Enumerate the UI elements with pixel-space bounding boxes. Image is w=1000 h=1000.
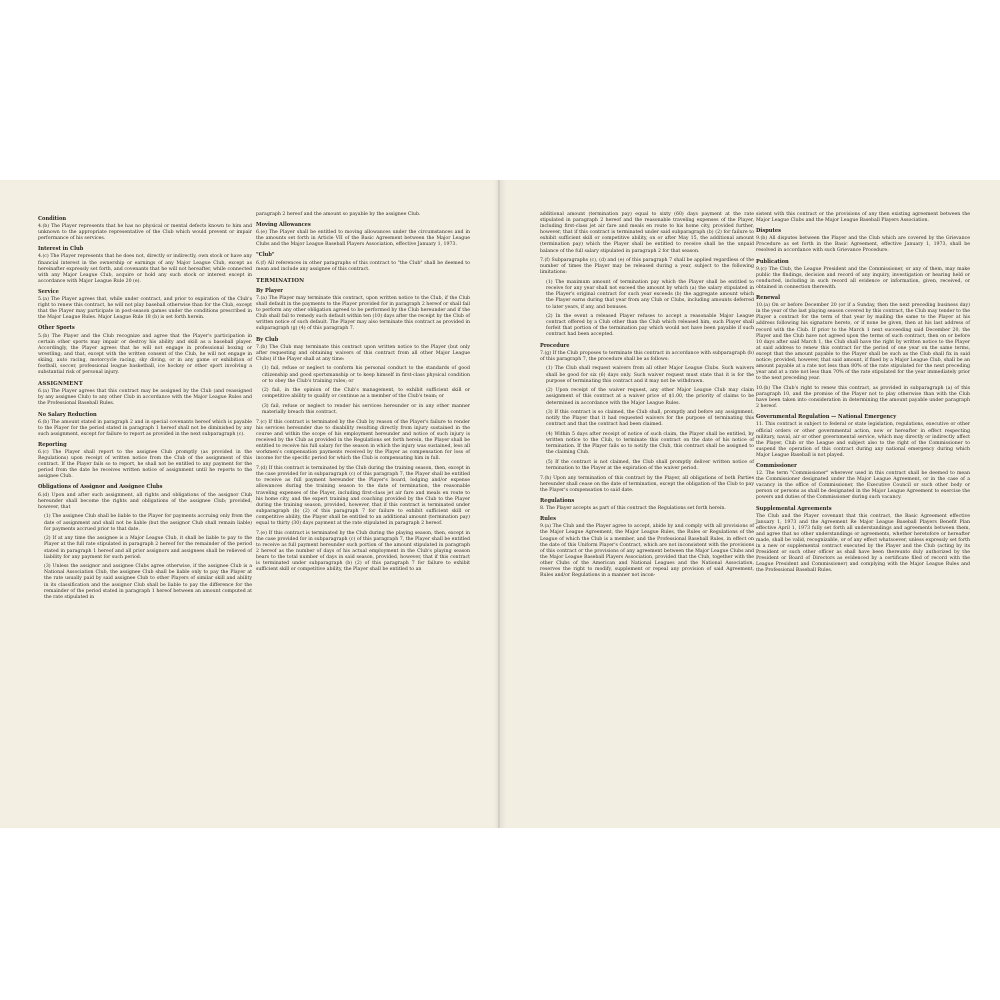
major-heading: TERMINATION (256, 277, 305, 284)
subclause-text: (3) fail, refuse or neglect to render his services hereunder or in any other manner materially breach this contract. (262, 404, 470, 416)
clause-text: 7.(h) Upon any termination of this contract by the Player, all obligations of both Parties hereunder shall cease on the date of termination, except the obligation of the Club to pay the Player's compensation to said date. (540, 475, 754, 493)
subclause-text: (4) Within 5 days after receipt of notice of such claim, the Player shall be entitled, by written notice to the Club, to terminate this contract on the date of his notice of termination. If the Player fails so to notify the Club, this contract shall be assigned to the claiming Club. (546, 432, 754, 456)
subclause-text: (2) In the event a released Player refuses to accept a reasonable Major League contract offered by a Club other than the Club which released him, such Player shall forfeit that portion of the termination pay which would not have been payable if such contract had been accepted. (546, 314, 754, 338)
clause-text: The Club and the Player covenant that this contract, the Basic Agreement effective January 1, 1973 and the Agreement Re Major League Baseball Players Benefit Plan effective April 1, 1973 fully set forth all understandings and agreements between them, and agree that no other understandings or agreements, whether heretofore or hereafter made, shall be valid, recognizable, or of any effect whatsoever, unless expressly set forth in a new or supplemental contract executed by the Player and the Club (acting by its President or such other officer as shall have been thereunto duly authorized by the President or Board of Directors as evidenced by a certificate filed of record with the League President and Commissioner) and complying with the Major League Rules and the Professional Baseball Rules. (756, 513, 970, 574)
right-column (256, 212, 470, 577)
clause-text: 6.(c) The Player shall report to the assignee Club promptly (as provided in the Regulations) upon receipt of written notice from the Club of the assignment of this contract. If the Player fails so to report, he shall not be entitled to any payment for the period from the date he receives written notice of assignment until he reports to the assignee Club. (38, 450, 252, 480)
clause-text: 7.(c) If this contract is terminated by the Club by reason of the Player's failure to render his services hereunder due to disability resulting directly from injury sustained in the course and within the scope of his employment hereunder and notice of such injury is received by the Club as provided in the Regulations set forth herein, the Player shall be entitled to receive his full salary for the season in which the injury was sustained, less all workmen's compensation payments received by the Player as compensation for loss of income for the specific period for which the Club is compensating him in full. (256, 419, 470, 462)
section-heading: Supplemental Agreements (756, 505, 832, 512)
section-heading: Publication (756, 258, 789, 265)
clause-text: 7.(f) Subparagraphs (c), (d) and (e) of this paragraph 7 shall be applied regardless of the number of times the Player may be released during a year, subject to the following limitations: (540, 258, 754, 276)
subclause-text: (1) The maximum amount of termination pay which the Player shall be entitled to receive for any year shall not exceed the amount by which (a) the salary stipulated in the Player's original contract for such year exceeds (b) the aggregate amount which the Player earns during that year from any Club or Clubs, including amounts deferred to later years, if any, and bonuses. (546, 280, 754, 310)
clause-text: 6.(b) The amount stated in paragraph 2 and in special covenants hereof which is payable to the Player for the period stated in paragraph 1 hereof shall not be diminished by any such assignment, except for failure to report as provided in the next subparagraph (c). (38, 419, 252, 437)
section-heading: Commissioner (756, 462, 797, 469)
subclause-text: (2) If at any time the assignee is a Major League Club, it shall be liable to pay to the Player at the full rate stipulated in paragraph 2 hereof for the remainder of the period stated in paragraph 1 hereof and all prior assignors and assignees shall be relieved of liability for any payment for such period. (44, 536, 252, 560)
clause-text: 4.(b) The Player represents that he has no physical or mental defects known to him and unknown to the appropriate representative of the Club which would prevent or impair performance of his services. (38, 224, 252, 242)
section-heading: No Salary Reduction (38, 411, 97, 418)
left-page (0, 180, 500, 828)
clause-text: 6.(e) The Player shall be entitled to moving allowances under the circumstances and in the amounts set forth in Article VII of the Basic Agreement between the Major League Clubs and the Major League Baseball Players Association, effective January 1, 1973. (256, 230, 470, 248)
section-heading: By Player (256, 287, 283, 294)
section-heading: Renewal (756, 295, 781, 302)
clause-text: 9.(c) The Club, the League President and the Commissioner, or any of them, may make public the findings, decision and record of any inquiry, investigation or hearing held or conducted, including in such record all evidence or information, given, received, or obtained in connection therewith. (756, 266, 970, 290)
subclause-text: (5) If the contract is not claimed, the Club shall promptly deliver written notice of termination to the Player at the expiration of the waiver period. (546, 460, 754, 472)
subclause-text: (2) Upon receipt of the waiver request, any other Major League Club may claim assignment of this contract at a waiver price of $1.00, the priority of claims to be determined in accordance with the Major League Rules. (546, 388, 754, 406)
left-column (540, 212, 754, 583)
section-heading: Disputes (756, 228, 781, 235)
right-page (500, 180, 1000, 828)
section-heading: Other Sports (38, 325, 75, 332)
section-heading: By Club (256, 336, 279, 343)
clause-text: 9.(b) All disputes between the Player and the Club which are covered by the Grievance Procedure as set forth in the Basic Agreement, effective January 1, 1973, shall be resolved in accordance with such Grievance Procedure. (756, 236, 970, 254)
section-heading: Rules (540, 516, 556, 523)
right-column (756, 212, 970, 578)
clause-text: sistent with this contract or the provisions of any then existing agreement between the Major League Clubs and the Major League Baseball Players Association. (756, 212, 970, 224)
section-heading: Service (38, 288, 59, 295)
subclause-text: (3) If this contract is so claimed, the Club shall, promptly and before any assignment, notify the Player that it had requested waivers for the purpose of terminating this contract and that the contract had been claimed. (546, 410, 754, 428)
clause-text: 7.(a) The Player may terminate this contract, upon written notice to the Club, if the Club shall default in the payments to the Player provided for in paragraph 2 hereof or shall fail to perform any other obligation agreed to be performed by the Club hereunder and if the Club shall fail to remedy such default within ten (10) days after the receipt by the Club of written notice of such default. The Player may also terminate this contract as provided in subparagraph (g) (4) of this paragraph 7. (256, 295, 470, 332)
clause-text: 6.(d) Upon and after such assignment, all rights and obligations of the assignor Club hereunder shall become the rights and obligations of the assignee Club; provided, however, that (38, 492, 252, 510)
clause-text: 5.(b) The Player and the Club recognize and agree that the Player's participation in certain other sports may impair or destroy his ability and skill as a baseball player. Accordingly, the Player agrees that he will not engage in professional boxing or wrestling; and that, except with the written consent of the Club, he will not engage in skiing, auto racing, motorcycle racing, sky diving, or in any game or exhibition of football, soccer, professional league basketball, ice hockey or other sport involving a substantial risk of personal injury. (38, 333, 252, 376)
clause-text: 6.(f) All references in other paragraphs of this contract to "the Club" shall be deemed to mean and include any assignee of this contract. (256, 260, 470, 272)
clause-text: 10.(a) On or before December 20 (or if a Sunday, then the next preceding business day) in the year of the last playing season covered by this contract, the Club may tender to the Player a contract for the term of that year by mailing the same to the Player at his address following his signature hereto, or if none be given, then at his last address of record with the Club. If prior to the March 1 next succeeding said December 20, the Player and the Club have not agreed upon the terms of such contract, then on or before 10 days after said March 1, the Club shall have the right by written notice to the Player at said address to renew this contract for the period of one year on the same terms, except that the amount payable to the Player shall be such as the Club shall fix in said notice; provided, however, that said amount, if fixed by a Major League Club, shall be an amount payable at a rate not less than 80% of the rate stipulated for the next preceding year and at a rate not less than 70% of the rate stipulated for the year immediately prior to the next preceding year. (756, 303, 970, 382)
clause-text: 11. This contract is subject to federal or state legislation, regulations, executive or other official orders or other governmental action, now or hereafter in effect respecting military, naval, air or other governmental service, which may directly or indirectly affect the Player, Club or the League and subject also to the right of the Commissioner to suspend the operation of this contract during any national emergency during which Major League Baseball is not played. (756, 422, 970, 458)
section-heading: Reporting (38, 441, 67, 448)
section-heading: Procedure (540, 342, 570, 349)
left-column (38, 212, 252, 604)
clause-text: 5.(a) The Player agrees that, while under contract, and prior to expiration of the Club's right to renew this contract, he will not play baseball otherwise than for the Club, except that the Player may participate in post-season games under the conditions prescribed in the Major League Rules. Major League Rule 18 (b) is set forth herein. (38, 297, 252, 321)
section-heading: "Club" (256, 252, 275, 259)
subclause-text: (1) The Club shall request waivers from all other Major League Clubs. Such waivers shall be good for six (6) days only. Such waiver request must state that it is for the purpose of terminating this contract and it may not be withdrawn. (546, 366, 754, 384)
section-heading: Condition (38, 216, 67, 222)
clause-text: 12. The term "Commissioner" wherever used in this contract shall be deemed to mean the Commissioner designated under the Major League Agreement, or in the case of a vacancy in the office of Commissioner, the Executive Council or such other body or person or persons as shall be designated in the Major League Agreement to exercise the powers and duties of the Commissioner during such vacancy. (756, 471, 970, 501)
clause-text: 10.(b) The Club's right to renew this contract, as provided in subparagraph (a) of this paragraph 10, and the promise of the Player not to play otherwise than with the Club have been taken into consideration in determining the amount payable under paragraph 2 hereof. (756, 385, 970, 410)
clause-text: 7.(g) If the Club proposes to terminate this contract in accordance with subparagraph (b) of this paragraph 7, the procedure shall be as follows: (540, 350, 754, 362)
subclause-text: (2) fail, in the opinion of the Club's management, to exhibit sufficient skill or competitive ability to qualify or continue as a member of the Club's team; or (262, 388, 470, 400)
subclause-text: (3) Unless the assignor and assignee Clubs agree otherwise, if the assignee Club is a National Association Club, the assignee Club shall be liable only to pay the Player at the rate usually paid by said assignee Club to other Players of similar skill and ability in its classification and the assignor Club shall be liable to pay the difference for the remainder of the period stated in paragraph 1 hereof between an amount computed at the rate stipulated in (44, 564, 252, 600)
clause-text: 8. The Player accepts as part of this contract the Regulations set forth herein. (540, 506, 726, 512)
clause-text: 6.(a) The Player agrees that this contract may be assigned by the Club (and reassigned by any assignee Club) to any other Club in accordance with the Major League Rules and the Professional Baseball Rules. (38, 389, 252, 407)
clause-text: 4.(c) The Player represents that he does not, directly or indirectly, own stock or have any financial interest in the ownership or earnings of any Major League Club, except as hereinafter expressly set forth, and covenants that he will not hereafter, while connected with any Major League Club, acquire or hold any such stock or interest except in accordance with Major League Rule 20 (e). (38, 254, 252, 284)
clause-text: 7.(b) The Club may terminate this contract upon written notice to the Player (but only after requesting and obtaining waivers of this contract from all other Major League Clubs) if the Player shall at any time: (256, 344, 470, 362)
section-heading: Interest in Club (38, 246, 84, 253)
section-heading: Obligations of Assignor and Assignee Clubs (38, 484, 163, 491)
section-heading: Governmental Regulation — National Emergency (756, 414, 897, 421)
subclause-text: (1) fail, refuse or neglect to conform his personal conduct to the standards of good citizenship and good sportsmanship or to keep himself in first-class physical condition or to obey the Club's training rules; or (262, 366, 470, 384)
subclause-text: (1) The assignee Club shall be liable to the Player for payments accruing only from the date of assignment and shall not be liable (but the assignor Club shall remain liable) for payments accrued prior to that date. (44, 514, 252, 532)
clause-text: additional amount (termination pay) equal to sixty (60) days payment at the rate stipulated in paragraph 2 hereof and the reasonable traveling expenses of the Player, including first-class jet air fare and meals en route to his home city, provided further, however, that if this contract is terminated under said subparagraph (b) (2) for failure to exhibit sufficient skill or competitive ability, on or after May 15, the additional amount (termination pay) which the Player shall be entitled to receive shall be the unpaid balance of the full salary stipulated in paragraph 2 for that season. (540, 212, 754, 254)
clause-text: 7.(e) If this contract is terminated by the Club during the playing season, then, except in the case provided for in subparagraph (c) of this paragraph 7, the Player shall be entitled to receive as full payment hereunder such portion of the amount stipulated in paragraph 2 hereof as the number of days of his actual employment in the Club's playing season bears to the total number of days in said season, provided, however, that if this contract is terminated under subparagraph (b) (2) of this paragraph 7 for failure to exhibit sufficient skill or competitive ability, the Player shall be entitled to an (256, 530, 470, 573)
section-heading: Regulations (540, 498, 575, 505)
major-heading: ASSIGNMENT (38, 381, 83, 388)
clause-text: 7.(d) If this contract is terminated by the Club during the training season, then, except in the case provided for in subparagraph (c) of this paragraph 7, the Player shall be entitled to receive as full payment hereunder the Player's board, lodging and/or expense allowances during the training season to the date of termination, the reasonable traveling expenses of the Player, including first-class jet air fare and meals en route to his home city, and the expert training and coaching provided by the Club to the Player during the training season, provided, however, that if this contract is terminated under subparagraph (b) (2) of this paragraph 7 for failure to exhibit sufficient skill or competitive ability, the Player shall be entitled to an additional amount (termination pay) equal to thirty (30) days payment at the rate stipulated in paragraph 2 hereof. (256, 466, 470, 526)
clause-text: paragraph 2 hereof and the amount so payable by the assignee Club. (256, 212, 421, 217)
section-heading: Moving Allowances (256, 222, 311, 229)
clause-text: 9.(a) The Club and the Player agree to accept, abide by and comply with all provisions of the Major League Agreement, the Major League Rules, the Rules or Regulations of the League of which the Club is a member, and the Professional Baseball Rules, in effect on the date of this Uniform Player's Contract, which are not inconsistent with the provisions of this contract or the provisions of any agreement between the Major League Clubs and the Major League Baseball Players Association, provided that the Club, together with the other Clubs of the American and National Leagues and the National Association, reserves the right to modify, supplement or repeal any provision of said Agreement, Rules and/or Regulations in a manner not incon- (540, 524, 754, 579)
